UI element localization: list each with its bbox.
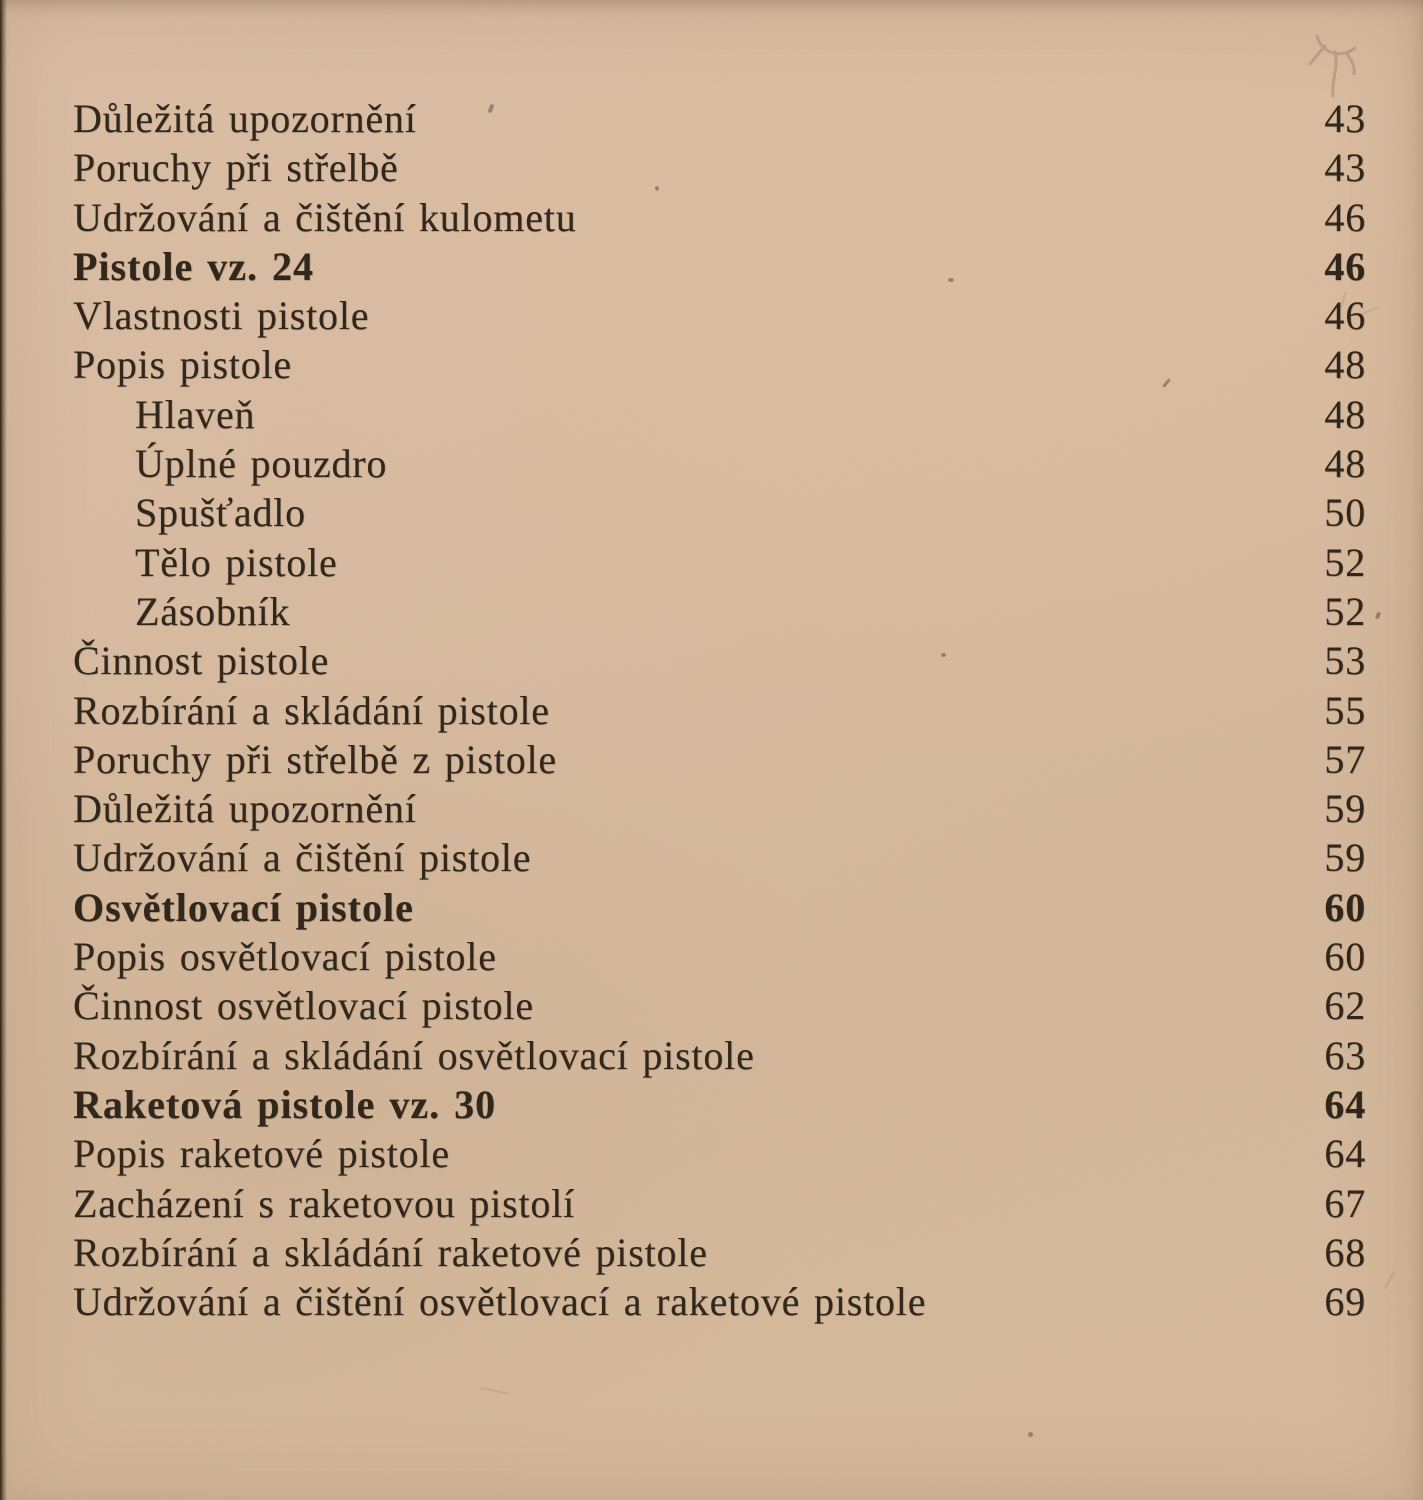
toc-row — [73, 784, 1366, 833]
ink-speck — [1375, 611, 1382, 619]
toc-entry-label: Zásobník — [135, 588, 291, 634]
toc-entry-page: 46 — [1324, 293, 1366, 339]
toc-entry-label: Vlastnosti pistole — [73, 293, 370, 339]
toc-entry-label: Popis raketové pistole — [73, 1131, 450, 1177]
page-left-edge-shadow — [0, 0, 7, 1500]
toc-row — [73, 833, 1366, 882]
toc-row — [73, 932, 1366, 981]
toc-row — [73, 143, 1366, 192]
toc-entry-page: 59 — [1324, 835, 1366, 881]
toc-entry-page: 46 — [1324, 194, 1366, 240]
toc-entry-label: Udržování a čištění pistole — [73, 835, 532, 881]
toc-entry-label: Hlaveň — [135, 391, 256, 437]
toc-entry-page: 60 — [1324, 884, 1366, 930]
toc-entry-label: Činnost osvětlovací pistole — [73, 983, 534, 1029]
toc-entry-page: 50 — [1324, 490, 1366, 536]
toc-row — [73, 1129, 1366, 1178]
toc-entry-page: 48 — [1324, 391, 1366, 437]
toc-entry-page: 52 — [1324, 588, 1366, 634]
toc-row — [73, 340, 1366, 389]
toc-row — [73, 1031, 1366, 1080]
toc-row — [73, 883, 1366, 932]
toc-entry-page: 67 — [1324, 1180, 1366, 1226]
toc-entry-page: 64 — [1324, 1081, 1366, 1127]
toc-entry-page: 52 — [1324, 539, 1366, 585]
toc-row — [73, 1080, 1366, 1129]
toc-entry-page: 48 — [1324, 441, 1366, 487]
toc-row — [73, 291, 1366, 340]
toc-entry-label: Pistole vz. 24 — [73, 243, 315, 289]
toc-entry-page: 55 — [1324, 687, 1366, 733]
toc-entry-label: Poruchy při střelbě z pistole — [73, 736, 557, 782]
toc-row — [73, 538, 1366, 587]
toc-row — [73, 193, 1366, 242]
toc-entry-label: Popis pistole — [73, 342, 292, 388]
toc-row — [73, 981, 1366, 1030]
toc-row — [73, 242, 1366, 291]
toc-entry-page: 57 — [1324, 736, 1366, 782]
toc-entry-page: 43 — [1324, 96, 1366, 141]
toc-row — [73, 587, 1366, 636]
ink-speck — [1028, 1432, 1033, 1437]
toc-entry-page: 64 — [1324, 1131, 1366, 1177]
toc-entry-label: Rozbírání a skládání osvětlovací pistole — [73, 1032, 755, 1078]
toc-row — [73, 1228, 1366, 1277]
toc-entry-label: Spušťadlo — [135, 490, 306, 536]
toc-entry-label: Činnost pistole — [73, 638, 330, 684]
toc-row — [73, 636, 1366, 685]
toc-entry-page: 46 — [1324, 243, 1366, 289]
toc-entry-label: Úplné pouzdro — [135, 441, 388, 487]
toc-entry-label: Osvětlovací pistole — [73, 884, 414, 930]
toc-entry-page: 62 — [1324, 983, 1366, 1029]
toc-row — [73, 735, 1366, 784]
toc-entry-page: 59 — [1324, 786, 1366, 832]
toc-entry-label: Poruchy při střelbě — [73, 145, 399, 191]
toc-row — [73, 439, 1366, 488]
toc-row — [73, 686, 1366, 735]
toc-entry-page: 68 — [1324, 1229, 1366, 1275]
toc-list — [73, 94, 1366, 1326]
toc-entry-label: Popis osvětlovací pistole — [73, 934, 497, 980]
toc-row — [73, 488, 1366, 537]
toc-entry-label: Rozbírání a skládání raketové pistole — [73, 1229, 708, 1275]
toc-entry-label: Tělo pistole — [135, 539, 338, 585]
toc-row — [73, 390, 1366, 439]
toc-entry-label: Rozbírání a skládání pistole — [73, 687, 550, 733]
toc-entry-label: Zacházení s raketovou pistolí — [73, 1180, 576, 1226]
toc-entry-page: 63 — [1324, 1032, 1366, 1078]
toc-entry-page: 69 — [1324, 1279, 1366, 1325]
toc-entry-label: Důležitá upozornění — [73, 96, 417, 141]
toc-row — [73, 1179, 1366, 1228]
toc-entry-page: 53 — [1324, 638, 1366, 684]
toc-row — [73, 1277, 1366, 1326]
toc-entry-label: Udržování a čištění kulometu — [73, 194, 577, 240]
toc-entry-label: Udržování a čištění osvětlovací a raketové pistole — [73, 1279, 927, 1325]
toc-entry-page: 60 — [1324, 934, 1366, 980]
toc-entry-page: 43 — [1324, 145, 1366, 191]
toc-row — [73, 94, 1366, 143]
toc-entry-label: Důležitá upozornění — [73, 786, 417, 832]
paper-fiber — [1383, 1271, 1396, 1290]
toc-entry-page: 48 — [1324, 342, 1366, 388]
paper-fiber — [480, 1387, 510, 1395]
toc-entry-label: Raketová pistole vz. 30 — [73, 1081, 497, 1127]
